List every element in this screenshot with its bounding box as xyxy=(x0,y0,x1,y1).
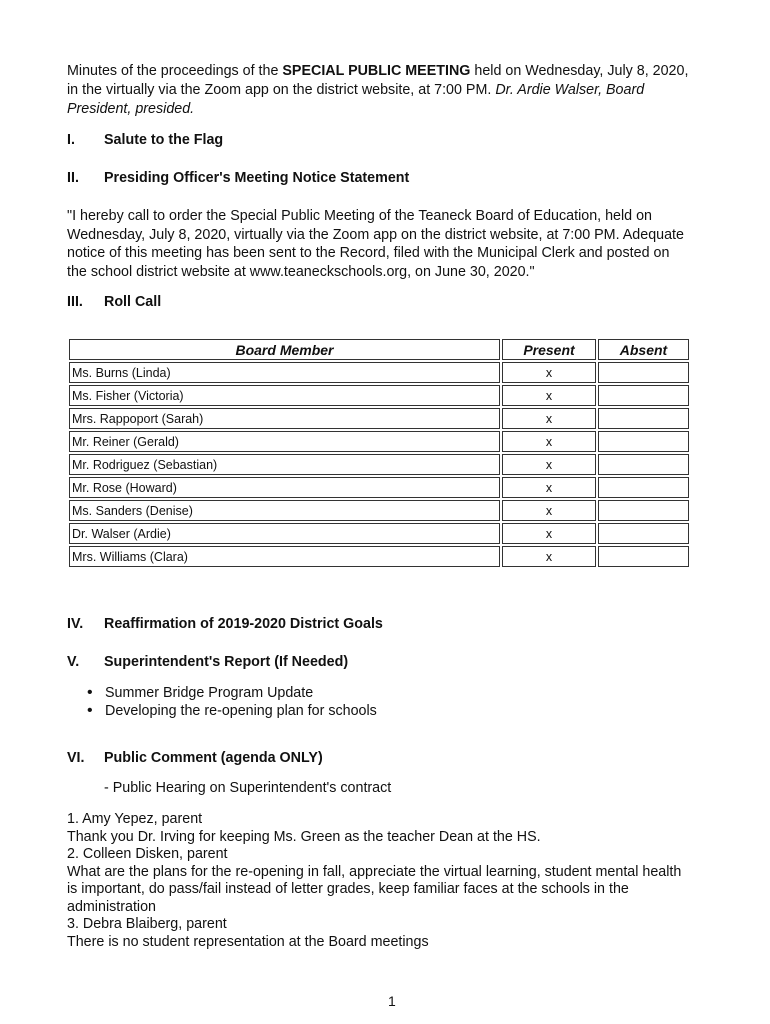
absent-mark xyxy=(598,408,689,429)
section-number: III. xyxy=(67,294,83,310)
comment-line: What are the plans for the re-opening in fall, appreciate the virtual learning, student mental health is important, do pass/fail instead of letter grades, keep familiar faces at the schools in the administration xyxy=(67,863,682,915)
absent-mark xyxy=(598,546,689,567)
member-name: Mr. Rodriguez (Sebastian) xyxy=(69,454,500,475)
present-mark: x xyxy=(502,523,596,544)
table-row xyxy=(69,546,689,567)
section-heading-6 xyxy=(67,750,323,766)
present-mark: x xyxy=(502,500,596,521)
intro-text-1: Minutes of the proceedings of the xyxy=(67,63,283,79)
present-mark: x xyxy=(502,385,596,406)
absent-mark xyxy=(598,500,689,521)
member-name: Dr. Walser (Ardie) xyxy=(69,523,500,544)
member-name: Mr. Rose (Howard) xyxy=(69,477,500,498)
table-header-row xyxy=(69,339,689,360)
table-row xyxy=(69,523,689,544)
public-hearing-note: - Public Hearing on Superintendent's contract xyxy=(104,780,392,796)
section-title: Superintendent's Report (If Needed) xyxy=(104,654,349,670)
present-mark: x xyxy=(502,477,596,498)
section-heading-1 xyxy=(67,132,223,148)
header-board-member: Board Member xyxy=(69,339,500,360)
notice-statement: "I hereby call to order the Special Public Meeting of the Teaneck Board of Education, held on Wednesday, July 8, 2020, virtually via the Zoom app on the district website, at 7:00 PM. Adequate notice of this meeting has been sent to the Record, filed with the Municipal Clerk and posted on the school district website at www.teaneckschools.org, on June 30, 2020." xyxy=(67,208,684,280)
present-mark: x xyxy=(502,431,596,452)
table-row xyxy=(69,477,689,498)
presiding-officer: Dr. Ardie Walser, Board President, presided. xyxy=(67,82,645,117)
member-name: Mr. Reiner (Gerald) xyxy=(69,431,500,452)
section-heading-4 xyxy=(67,616,383,632)
section-title: Reaffirmation of 2019-2020 District Goals xyxy=(104,616,383,632)
present-mark: x xyxy=(502,546,596,567)
member-name: Ms. Fisher (Victoria) xyxy=(69,385,500,406)
list-item: • Developing the re-opening plan for schools xyxy=(87,702,377,720)
report-list xyxy=(87,684,377,720)
present-mark: x xyxy=(502,454,596,475)
section-heading-2 xyxy=(67,170,409,186)
present-mark: x xyxy=(502,408,596,429)
section-title: Presiding Officer's Meeting Notice Statement xyxy=(104,170,410,186)
table-row xyxy=(69,500,689,521)
roll-call-table xyxy=(67,337,691,569)
table-row xyxy=(69,362,689,383)
section-number: IV. xyxy=(67,616,84,632)
section-number: II. xyxy=(67,170,79,186)
section-title: Public Comment (agenda ONLY) xyxy=(104,750,323,766)
table-row xyxy=(69,408,689,429)
meeting-type: SPECIAL PUBLIC MEETING xyxy=(282,63,471,79)
section-number: V. xyxy=(67,654,80,670)
comment-line: There is no student representation at the Board meetings xyxy=(67,933,429,950)
absent-mark xyxy=(598,523,689,544)
absent-mark xyxy=(598,385,689,406)
intro-paragraph xyxy=(67,62,692,119)
table-row xyxy=(69,431,689,452)
public-comments xyxy=(67,811,692,951)
list-item: • Summer Bridge Program Update xyxy=(87,684,377,702)
member-name: Mrs. Williams (Clara) xyxy=(69,546,500,567)
absent-mark xyxy=(598,454,689,475)
table-row xyxy=(69,454,689,475)
member-name: Mrs. Rappoport (Sarah) xyxy=(69,408,500,429)
header-absent: Absent xyxy=(598,339,689,360)
intro-text-2: held on Wednesday, July 8, 2020, in the virtually via the Zoom app on the district website, at 7:00 PM. xyxy=(67,63,689,98)
absent-mark xyxy=(598,362,689,383)
comment-line: Thank you Dr. Irving for keeping Ms. Green as the teacher Dean at the HS. xyxy=(67,828,541,845)
comment-line: 3. Debra Blaiberg, parent xyxy=(67,916,227,932)
member-name: Ms. Sanders (Denise) xyxy=(69,500,500,521)
header-present: Present xyxy=(502,339,596,360)
absent-mark xyxy=(598,431,689,452)
section-number: I. xyxy=(67,132,75,148)
section-number: VI. xyxy=(67,750,85,766)
absent-mark xyxy=(598,477,689,498)
comment-line: 1. Amy Yepez, parent xyxy=(67,811,203,827)
section-heading-5 xyxy=(67,654,348,670)
section-heading-3 xyxy=(67,294,161,310)
section-title: Roll Call xyxy=(104,294,162,310)
present-mark: x xyxy=(502,362,596,383)
section-title: Salute to the Flag xyxy=(104,132,224,148)
member-name: Ms. Burns (Linda) xyxy=(69,362,500,383)
table-row xyxy=(69,385,689,406)
page-number: 1 xyxy=(388,993,396,1009)
comment-line: 2. Colleen Disken, parent xyxy=(67,846,228,862)
